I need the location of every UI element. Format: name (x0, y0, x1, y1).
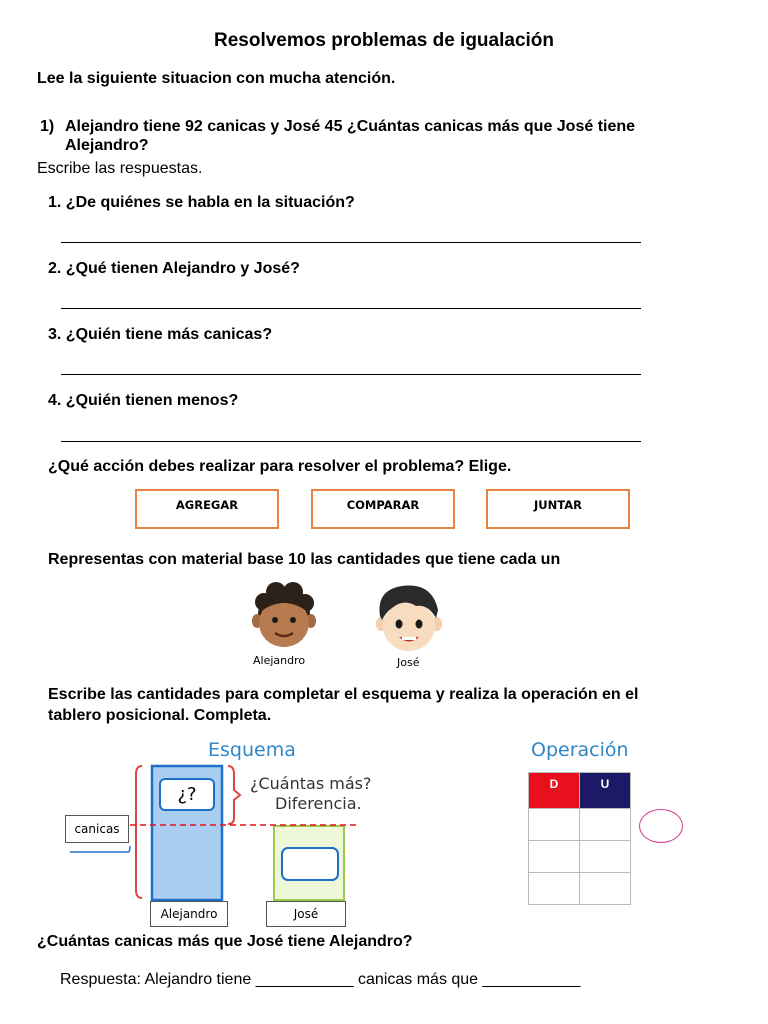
jose-bar-label: José (266, 901, 346, 927)
operation-sign-circle[interactable] (639, 809, 683, 843)
question-4: 4. ¿Quién tienen menos? (48, 392, 239, 409)
question-1: 1. ¿De quiénes se habla en la situación? (48, 194, 355, 211)
final-question: ¿Cuántas canicas más que José tiene Alejandro? (37, 933, 413, 950)
schema-instruction-line-1: Escribe las cantidades para completar el esquema y realiza la operación en el (48, 686, 639, 703)
question-2: 2. ¿Qué tienen Alejandro y José? (48, 260, 300, 277)
esquema-heading: Esquema (208, 739, 296, 761)
answer-line-3[interactable] (61, 374, 641, 375)
cell-u-1[interactable] (580, 809, 631, 841)
option-juntar[interactable]: JUNTAR (486, 489, 630, 529)
problem-line-1: Alejandro tiene 92 canicas y José 45 ¿Cuántas canicas más que José tiene (65, 118, 636, 135)
problem-number: 1) (40, 118, 55, 135)
schema-instruction-line-2: tablero posicional. Completa. (48, 707, 272, 724)
question-3: 3. ¿Quién tiene más canicas? (48, 326, 273, 343)
action-question: ¿Qué acción debes realizar para resolver el problema? Elige. (48, 458, 512, 475)
cell-d-2[interactable] (529, 841, 580, 873)
answer-line-2[interactable] (61, 308, 641, 309)
jose-name: José (397, 656, 420, 669)
column-header-d: D (529, 773, 580, 809)
cell-d-1[interactable] (529, 809, 580, 841)
option-agregar[interactable]: AGREGAR (135, 489, 279, 529)
difference-note-line-2: Diferencia. (275, 794, 362, 813)
cell-u-2[interactable] (580, 841, 631, 873)
question-mark-box[interactable]: ¿? (159, 778, 215, 811)
instruction-text: Escribe las respuestas. (37, 160, 203, 177)
problem-line-2: Alejandro? (65, 137, 149, 154)
column-header-u: U (580, 773, 631, 809)
page-title: Resolvemos problemas de igualación (214, 30, 554, 51)
answer-line-1[interactable] (61, 242, 641, 243)
canicas-label[interactable]: canicas (65, 815, 129, 843)
answer-sentence: Respuesta: Alejandro tiene ___________ canicas más que ___________ (60, 971, 581, 988)
alejandro-name: Alejandro (253, 654, 306, 667)
alejandro-avatar-icon (249, 582, 319, 650)
intro-text: Lee la siguiente situacion con mucha atención. (37, 70, 396, 87)
option-comparar[interactable]: COMPARAR (311, 489, 455, 529)
place-value-table (528, 772, 631, 905)
alejandro-bar-label: Alejandro (150, 901, 228, 927)
jose-avatar-icon (372, 582, 446, 654)
operacion-heading: Operación (531, 739, 629, 761)
cell-d-3[interactable] (529, 873, 580, 905)
cell-u-3[interactable] (580, 873, 631, 905)
represent-instruction: Representas con material base 10 las cantidades que tiene cada un (48, 551, 561, 568)
difference-note-line-1: ¿Cuántas más? (250, 774, 372, 793)
answer-line-4[interactable] (61, 441, 641, 442)
